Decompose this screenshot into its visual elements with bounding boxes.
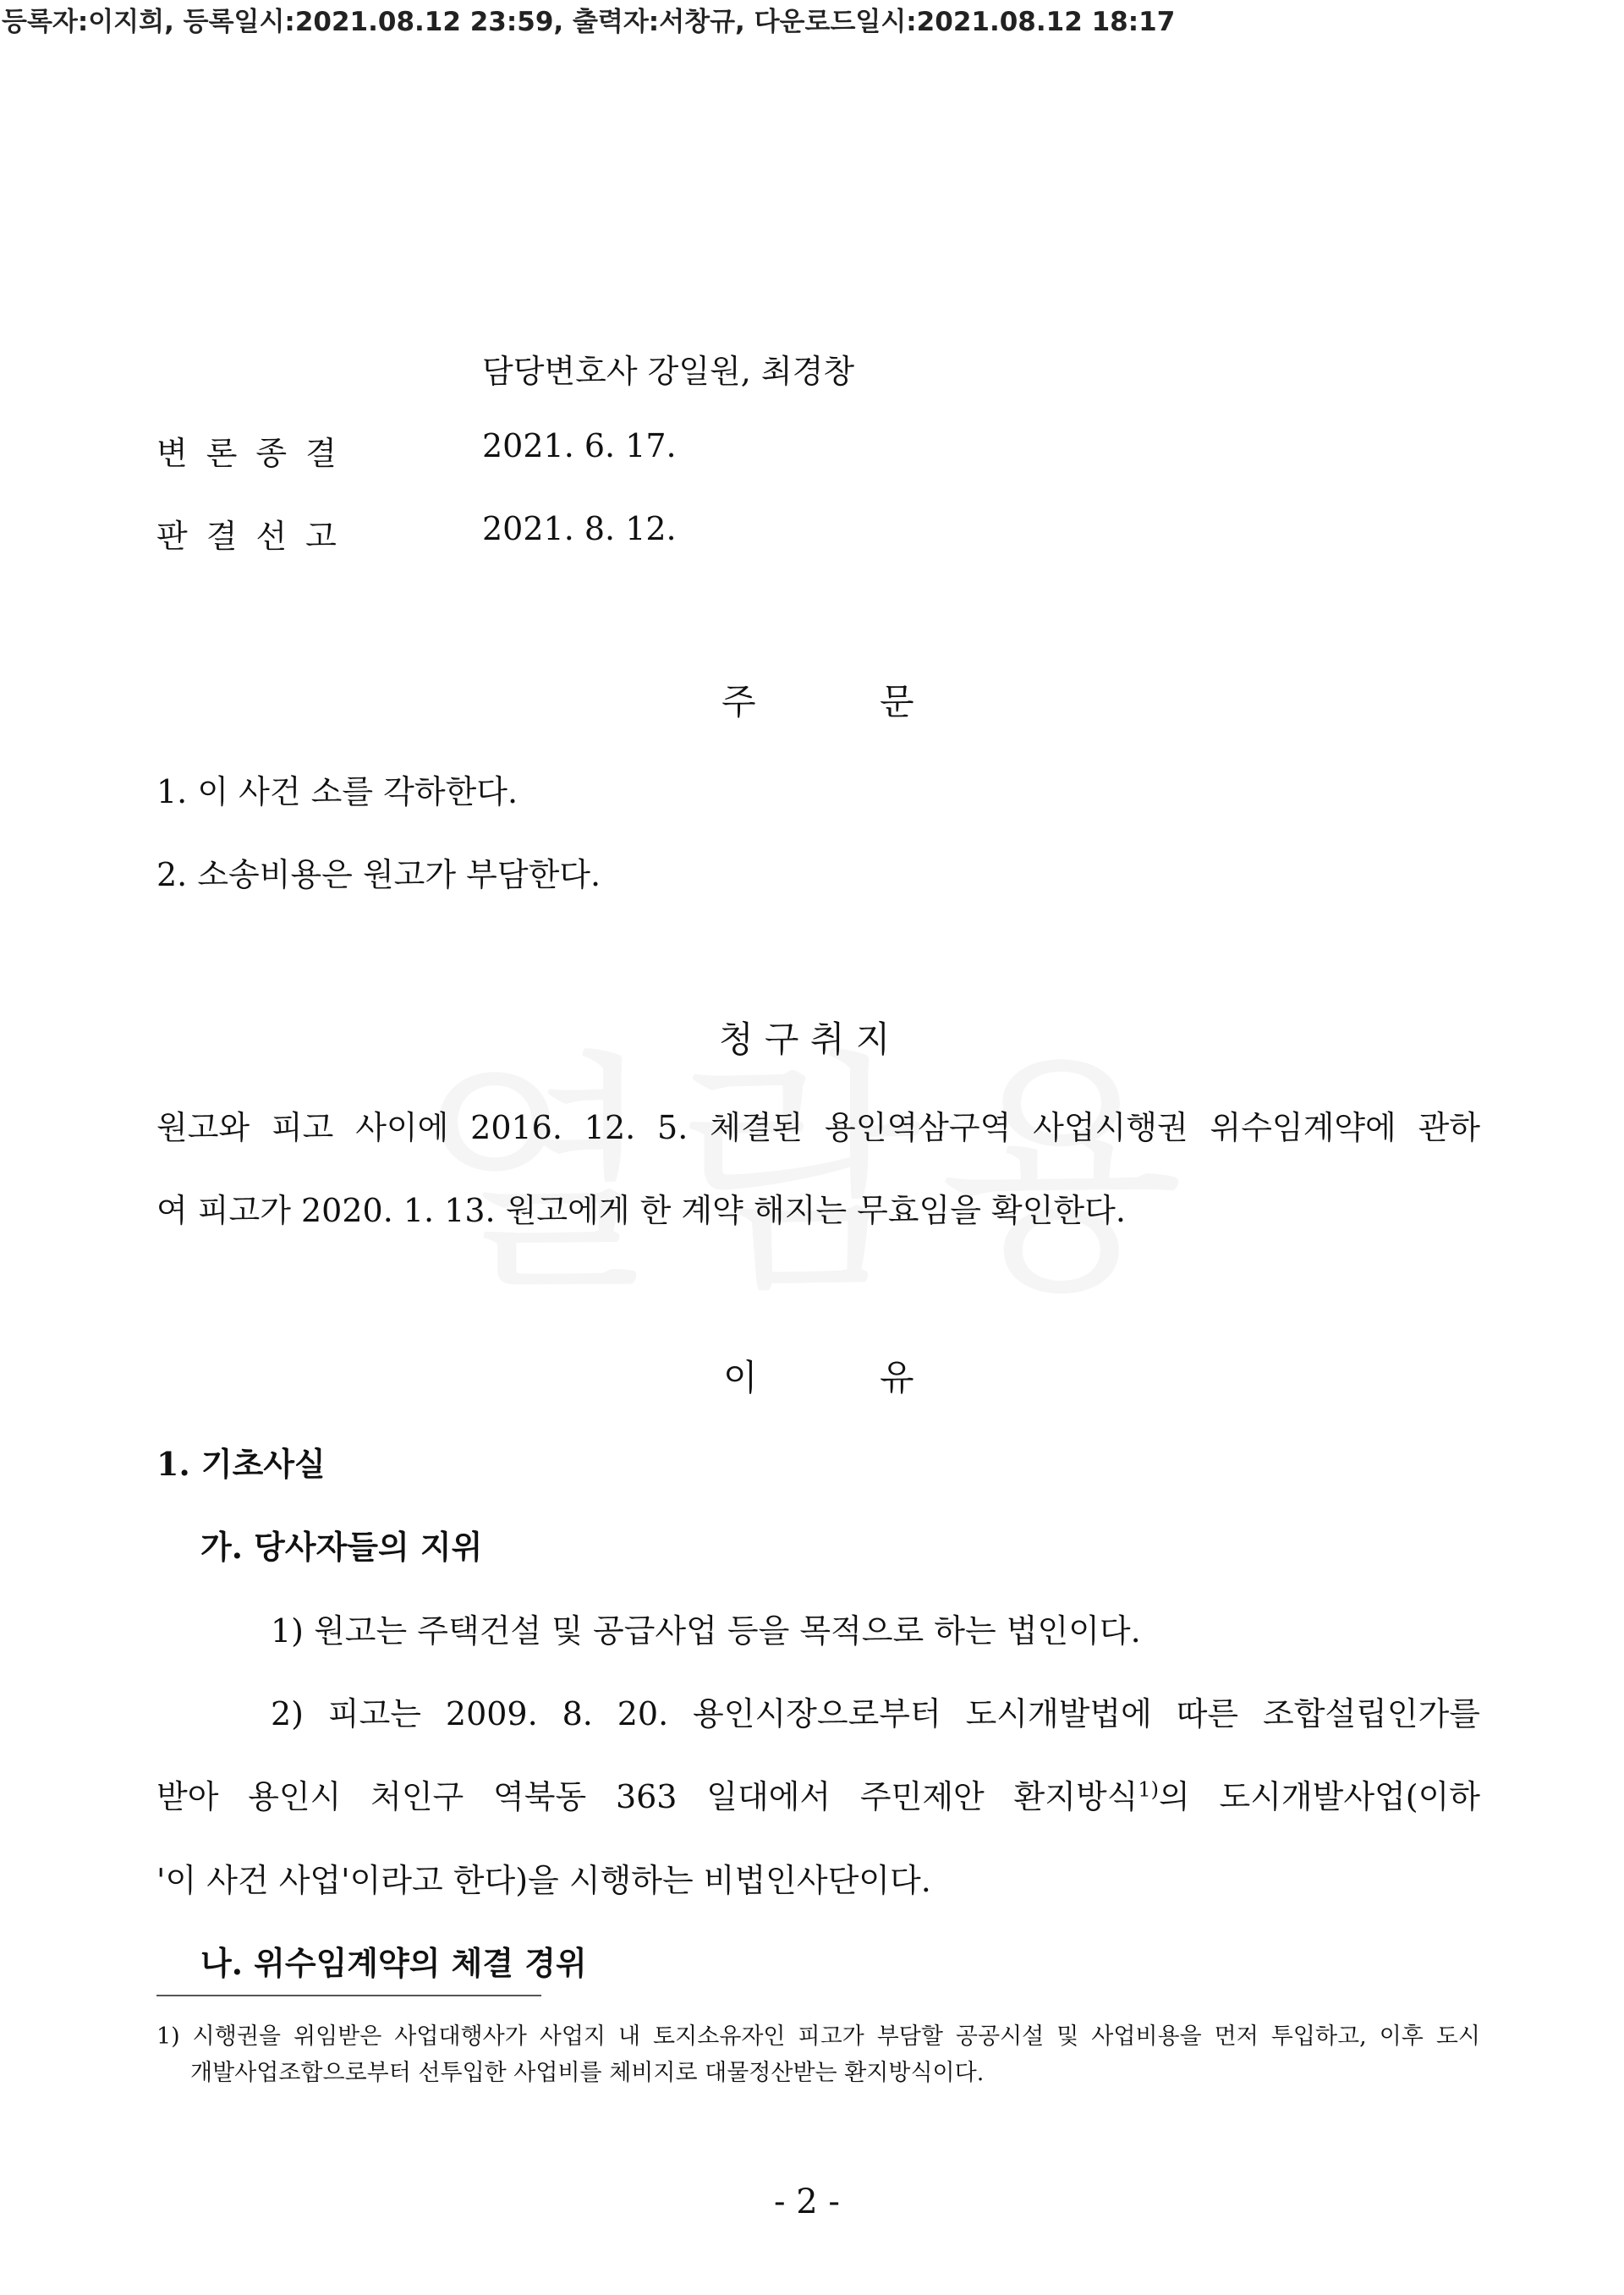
attorney-line: 담당변호사 강일원, 최경창 — [482, 353, 855, 390]
page-number: - 2 - — [774, 2182, 840, 2221]
claim-line-2: 여 피고가 2020. 1. 13. 원고에게 한 계약 해지는 무효임을 확인한다. — [156, 1192, 1126, 1229]
footnote-line-1: 1) 시행권을 위임받은 사업대행사가 사업지 내 토지소유자인 피고가 부담할 공공시설 및 사업비용을 먼저 투입하고, 이후 도시 — [156, 2023, 1480, 2050]
order-heading-right: 문 — [880, 681, 914, 722]
footnote-divider — [156, 1995, 541, 1996]
item-2-line-2-text-a: 받아 용인시 처인구 역북동 363 일대에서 주민제안 환지방식 — [156, 1778, 1138, 1815]
item-2-line-2-text-b: 의 도시개발사업(이하 — [1159, 1778, 1481, 1815]
subsection-na-title: 나. 위수임계약의 체결 경위 — [200, 1944, 587, 1982]
reason-heading-left: 이 — [723, 1357, 758, 1398]
section-1-title: 1. 기초사실 — [156, 1445, 326, 1483]
order-item-1: 1. 이 사건 소를 각하한다. — [156, 773, 518, 810]
document-header: 등록자:이지희, 등록일시:2021.08.12 23:59, 출력자:서창규, 다운로드일시:2021.08.12 18:17 — [2, 7, 1176, 37]
claim-line-1: 원고와 피고 사이에 2016. 12. 5. 체결된 용인역삼구역 사업시행권 위수임계약에 관하 — [156, 1109, 1480, 1146]
subsection-ga-title: 가. 당사자들의 지위 — [200, 1528, 483, 1566]
close-label: 변론종결 — [156, 435, 355, 472]
close-date: 2021. 6. 17. — [482, 427, 677, 464]
ruling-date: 2021. 8. 12. — [482, 510, 677, 547]
footnote-ref[interactable]: 1) — [1138, 1777, 1160, 1802]
ruling-label: 판결선고 — [156, 518, 355, 555]
claim-heading: 청 구 취 지 — [719, 1018, 891, 1060]
item-2-line-3: '이 사건 사업'이라고 한다)을 시행하는 비법인사단이다. — [156, 1862, 931, 1899]
item-2-line-1: 2) 피고는 2009. 8. 20. 용인시장으로부터 도시개발법에 따른 조합설립인가를 — [271, 1695, 1480, 1732]
item-1: 1) 원고는 주택건설 및 공급사업 등을 목적으로 하는 법인이다. — [271, 1612, 1141, 1650]
order-item-2: 2. 소송비용은 원고가 부담한다. — [156, 856, 601, 893]
item-2-line-2 — [156, 1771, 1480, 1817]
footnote-line-2: 개발사업조합으로부터 선투입한 사업비를 체비지로 대물정산받는 환지방식이다. — [190, 2060, 985, 2086]
order-heading-left: 주 — [721, 681, 756, 722]
reason-heading-right: 유 — [880, 1357, 914, 1398]
